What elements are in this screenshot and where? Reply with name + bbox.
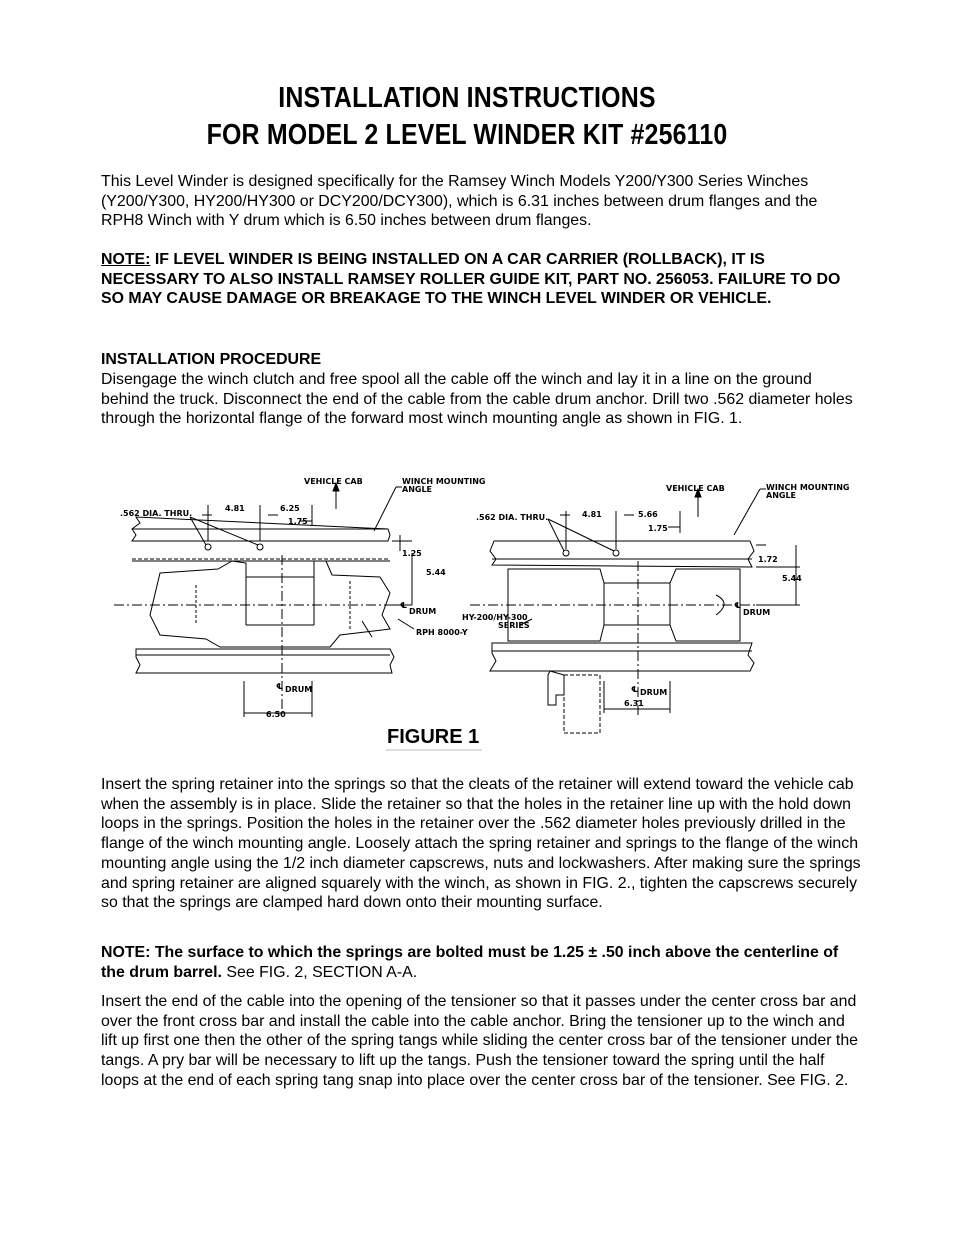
figure-1-diagram xyxy=(100,465,860,757)
left-dim-1-25: 1.25 xyxy=(402,549,422,558)
right-dim-1-72: 1.72 xyxy=(758,555,778,564)
left-dim-4-81: 4.81 xyxy=(225,504,245,513)
left-drum-cl-symbol: ℄ xyxy=(400,601,408,610)
left-dim-5-44: 5.44 xyxy=(426,568,446,577)
left-winch-view xyxy=(114,483,414,717)
figure-1-title: FIGURE 1 xyxy=(387,726,480,748)
car-carrier-note xyxy=(101,250,861,309)
left-model-label: RPH 8000-Y xyxy=(416,628,468,637)
page-title-line1: INSTALLATION INSTRUCTIONS xyxy=(278,82,656,114)
left-winch-mounting-label: WINCH MOUNTING xyxy=(402,477,486,486)
spring-retainer-paragraph: Insert the spring retainer into the springs so that the cleats of the retainer will extend toward the vehicle cab when the assembly is in place. Slide the retainer so that the holes in the retainer line up with the hold down loops in the springs. Position the holes in the retainer over the .562 diameter holes previously drilled in the flange of the winch mounting angle. Loosely attach the spring retainer and springs to the flange of the winch mounting angle using the 1/2 inch diameter capscrews, nuts and lockwashers. After making sure the springs and spring retainer are aligned squarely with the winch, as shown in FIG. 2., tighten the capscrews securely so that the springs are clamped hard down onto their mounting surface. xyxy=(101,776,861,912)
surface-note-bold: NOTE: The surface to which the springs are bolted must be 1.25 ± .50 inch above the centerline of the drum barrel. xyxy=(101,944,839,981)
right-series-label: SERIES xyxy=(498,621,530,630)
right-bottom-drum-label: DRUM xyxy=(640,688,668,697)
right-dim-5-66: 5.66 xyxy=(638,510,658,519)
right-winch-mounting-label: WINCH MOUNTING xyxy=(766,483,850,492)
note-text: IF LEVEL WINDER IS BEING INSTALLED ON A CAR CARRIER (ROLLBACK), IT IS NECESSARY TO ALSO INSTALL RAMSEY ROLLER GUIDE KIT, PART NO. 256053. FAILURE TO DO SO MAY CAUSE DAMAGE OR BREAKAGE TO THE WINCH LEVEL WINDER OR VEHICLE. xyxy=(101,251,841,308)
right-dim-5-44: 5.44 xyxy=(782,574,802,583)
left-dim-6-25: 6.25 xyxy=(280,504,300,513)
procedure-heading: INSTALLATION PROCEDURE xyxy=(101,351,322,368)
tensioner-paragraph: Insert the end of the cable into the opening of the tensioner so that it passes under the center cross bar and over the front cross bar and install the cable into the cable anchor. Bring the tensioner up to the winch and lift up first one then the other of the spring tangs while sliding the center cross bar of the tensioner under the tangs. A pry bar will be necessary to lift up the tangs. Push the tensioner toward the spring until the half loops at the end of each spring tang snap into place over the center cross bar of the tensioner. See FIG. 2. xyxy=(101,993,859,1089)
left-bottom-drum-label: DRUM xyxy=(285,685,313,694)
left-hole-callout: .562 DIA. THRU. xyxy=(120,509,193,518)
left-vehicle-cab-label: VEHICLE CAB xyxy=(304,477,363,486)
left-dim-6-50: 6.50 xyxy=(266,710,286,719)
right-model-label: HY-200/HY-300 xyxy=(462,613,528,622)
right-vehicle-cab-label: VEHICLE CAB xyxy=(666,484,725,493)
note-label: NOTE: xyxy=(101,251,151,268)
surface-height-note xyxy=(101,943,861,982)
left-dim-1-75: 1.75 xyxy=(288,517,308,526)
right-dim-1-75: 1.75 xyxy=(648,524,668,533)
right-drum-label: DRUM xyxy=(743,608,771,617)
page-title-line2: FOR MODEL 2 LEVEL WINDER KIT #256110 xyxy=(206,119,728,151)
right-hole-callout: .562 DIA. THRU. xyxy=(476,513,549,522)
left-bottom-cl-symbol: ℄ xyxy=(276,682,284,691)
right-bottom-cl-symbol: ℄ xyxy=(631,685,639,694)
left-drum-label: DRUM xyxy=(409,607,437,616)
procedure-text: Disengage the winch clutch and free spool all the cable off the winch and lay it in a line on the ground behind the truck. Disconnect the end of the cable from the cable drum anchor. Drill two .562 diameter holes through the horizontal flange of the forward most winch mounting angle as shown in FIG. 1. xyxy=(101,371,853,428)
right-dim-4-81: 4.81 xyxy=(582,510,602,519)
right-angle-label: ANGLE xyxy=(766,491,797,500)
intro-paragraph: This Level Winder is designed specifically for the Ramsey Winch Models Y200/Y300 Series Winches (Y200/Y300, HY200/HY300 or DCY200/DCY300), which is 6.31 inches between drum flanges and the RPH8 Winch with Y drum which is 6.50 inches between drum flanges. xyxy=(101,173,818,230)
left-angle-label: ANGLE xyxy=(402,485,433,494)
right-dim-6-31: 6.31 xyxy=(624,699,644,708)
surface-note-ref: See FIG. 2, SECTION A-A. xyxy=(221,963,418,981)
right-drum-cl-symbol: ℄ xyxy=(734,601,742,610)
